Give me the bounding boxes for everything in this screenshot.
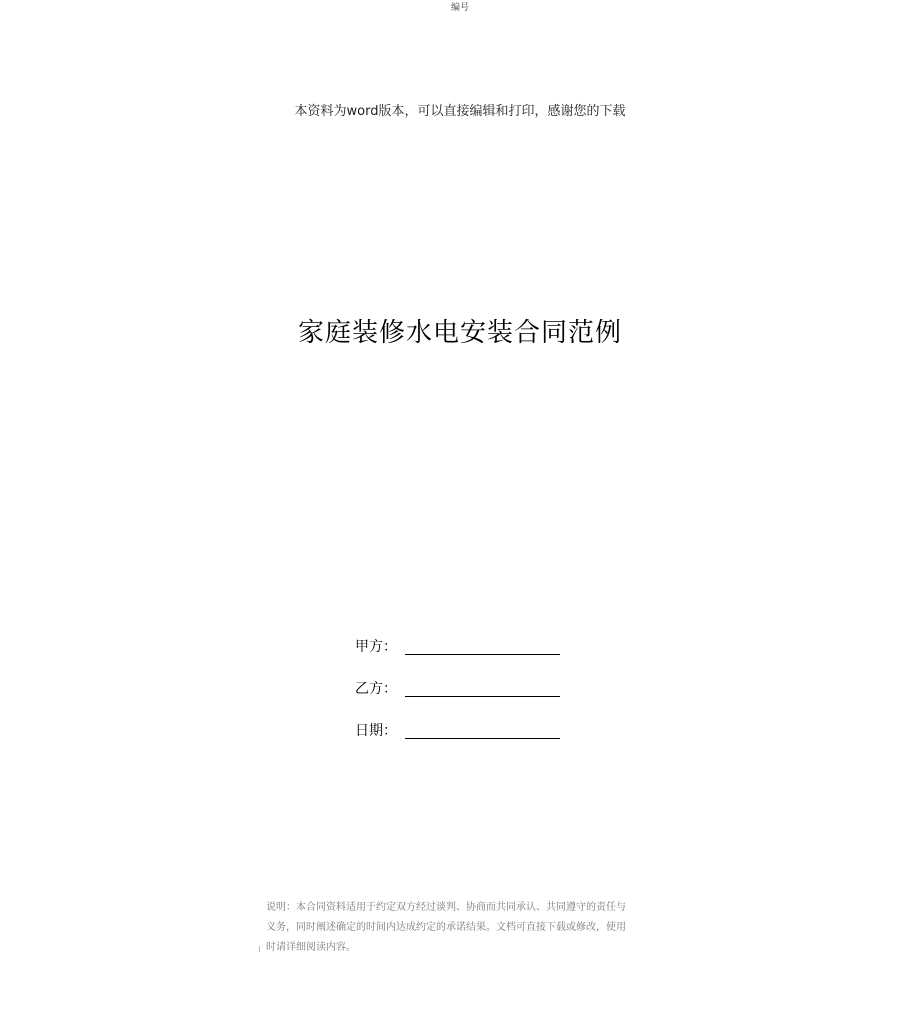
signature-block	[355, 636, 575, 762]
usage-footnote	[266, 898, 656, 958]
party-a-row	[355, 636, 575, 678]
party-a-label: 甲方：	[355, 639, 397, 655]
serial-number-label: 编号	[450, 3, 469, 13]
date-blank-line[interactable]	[405, 738, 560, 739]
footnote-line: 时请详细阅读内容。	[266, 942, 356, 953]
party-b-blank-line[interactable]	[405, 696, 560, 697]
document-title: 家庭装修水电安装合同范例	[297, 318, 622, 348]
footnote-line: 说明：本合同资料适用于约定双方经过谈判、协商而共同承认、共同遵守的责任与	[266, 902, 626, 913]
word-version-notice: 本资料为word版本，可以直接编辑和打印，感谢您的下载	[294, 104, 626, 119]
date-row	[355, 720, 575, 762]
margin-marker	[259, 946, 260, 952]
party-b-label: 乙方：	[355, 681, 397, 697]
party-b-row	[355, 678, 575, 720]
date-label: 日期：	[355, 723, 397, 739]
footnote-line: 义务，同时阐述确定的时间内达成约定的承诺结果。文档可直接下载或修改，使用	[266, 922, 626, 933]
party-a-blank-line[interactable]	[405, 654, 560, 655]
